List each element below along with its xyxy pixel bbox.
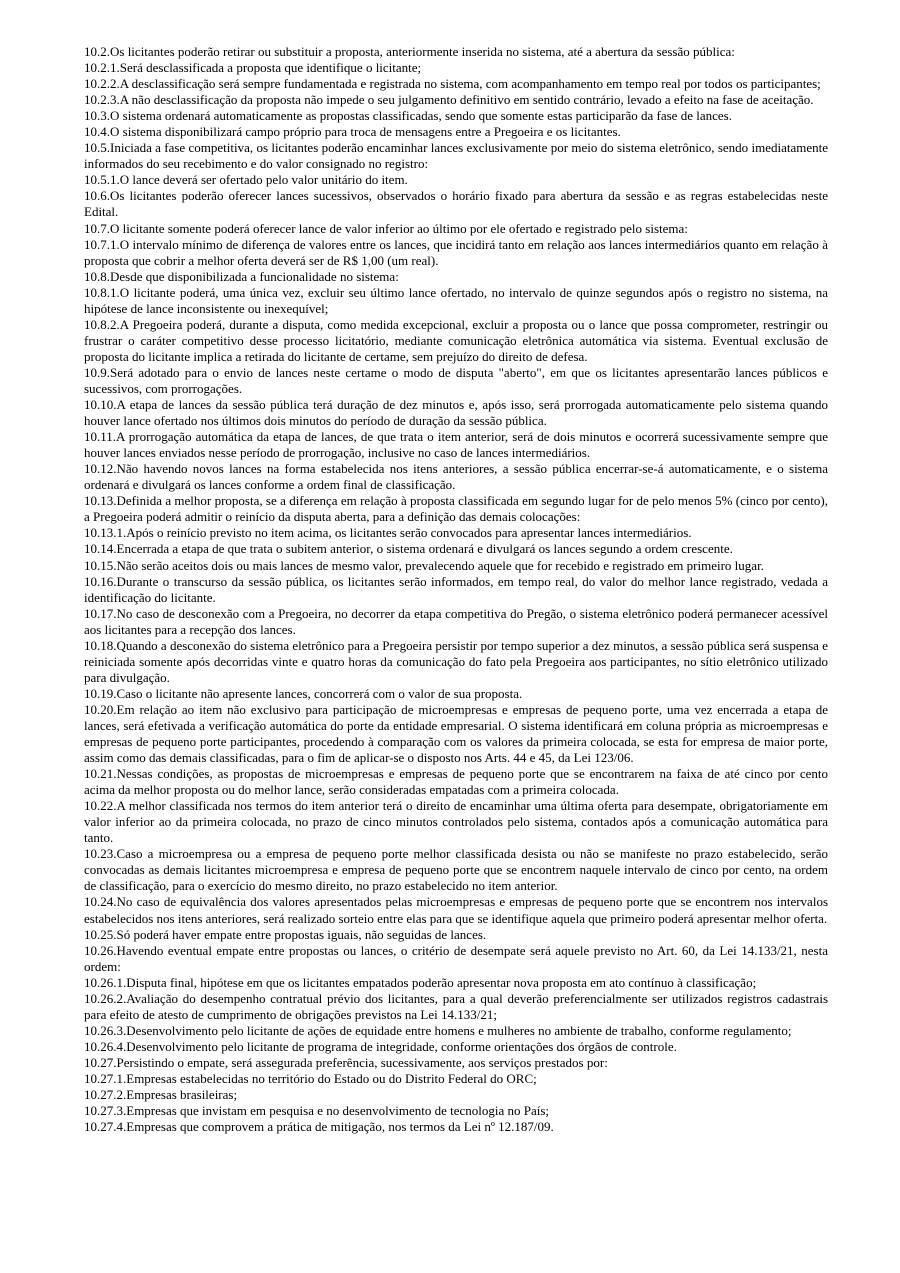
clause-paragraph: 10.26.2.Avaliação do desempenho contratual prévio dos licitantes, para a qual deverão preferencialmente ser utilizados registros cadastrais para efeito de atesto de cumprimento de obrigações previstos na Lei 14.133/21;: [84, 990, 828, 1022]
clause-paragraph: 10.27.3.Empresas que invistam em pesquisa e no desenvolvimento de tecnologia no País;: [84, 1103, 550, 1119]
clause-paragraph: 10.2.2.A desclassificação será sempre fundamentada e registrada no sistema, com acompanhamento em tempo real por todos os participantes;: [84, 76, 821, 92]
clause-paragraph: 10.9.Será adotado para o envio de lances neste certame o modo de disputa "aberto", em que os licitantes apresentarão lances públicos e sucessivos, com prorrogações.: [84, 364, 828, 396]
clause-paragraph: 10.24.No caso de equivalência dos valores apresentados pelas microempresas e empresas de pequeno porte que se encontrem nos intervalos estabelecidos nos itens anteriores, será realizado sorteio entre elas para que se identifique aquela que primeiro poderá apresentar melhor oferta.: [84, 894, 828, 926]
clause-paragraph: 10.5.1.O lance deverá ser ofertado pelo valor unitário do item.: [84, 172, 408, 188]
clause-paragraph: 10.10.A etapa de lances da sessão pública terá duração de dez minutos e, após isso, será prorrogada automaticamente pelo sistema quando houver lance ofertado nos últimos dois minutos do período de duração da sessão pública.: [84, 397, 828, 429]
clause-paragraph: 10.11.A prorrogação automática da etapa de lances, de que trata o item anterior, será de dois minutos e ocorrerá sucessivamente sempre que houver lances enviados nesse período de prorrogação, inclusive no caso de lances intermediários.: [84, 429, 828, 461]
clause-paragraph: 10.2.Os licitantes poderão retirar ou substituir a proposta, anteriormente inserida no sistema, até a abertura da sessão pública:: [84, 44, 735, 59]
clause-paragraph: 10.15.Não serão aceitos dois ou mais lances de mesmo valor, prevalecendo aquele que for recebido e registrado em primeiro lugar.: [84, 557, 764, 573]
clause-paragraph: 10.2.1.Será desclassificada a proposta que identifique o licitante;: [84, 60, 422, 76]
clause-paragraph: 10.4.O sistema disponibilizará campo próprio para troca de mensagens entre a Pregoeira e os licitantes.: [84, 124, 621, 140]
clause-paragraph: 10.26.4.Desenvolvimento pelo licitante de programa de integridade, conforme orientações dos órgãos de controle.: [84, 1038, 677, 1054]
clause-paragraph: 10.27.4.Empresas que comprovem a prática de mitigação, nos termos da Lei nº 12.187/09.: [84, 1119, 554, 1135]
clause-paragraph: 10.13.Definida a melhor proposta, se a diferença em relação à proposta classificada em segundo lugar for de pelo menos 5% (cinco por cento), a Pregoeira poderá admitir o reinício da disputa aberta, para a definição das demais colocações:: [84, 493, 828, 525]
clause-paragraph: 10.8.2.A Pregoeira poderá, durante a disputa, como medida excepcional, excluir a proposta ou o lance que possa comprometer, restringir ou frustrar o caráter competitivo desse processo licitatório, mediante comunicação eletrônica automática via sistema. Eventual exclusão de proposta do licitante implica a retirada do licitante de certame, sem prejuízo do direito de defesa.: [84, 316, 828, 364]
clause-paragraph: 10.13.1.Após o reinício previsto no item acima, os licitantes serão convocados para apresentar lances intermediários.: [84, 525, 692, 541]
clause-paragraph: 10.17.No caso de desconexão com a Pregoeira, no decorrer da etapa competitiva do Pregão, o sistema eletrônico poderá permanecer acessível aos licitantes para a recepção dos lances.: [84, 605, 828, 637]
clause-paragraph: 10.26.1.Disputa final, hipótese em que os licitantes empatados poderão apresentar nova proposta em ato contínuo à classificação;: [84, 974, 757, 990]
clause-paragraph: 10.22.A melhor classificada nos termos do item anterior terá o direito de encaminhar uma última oferta para desempate, obrigatoriamente em valor inferior ao da primeira colocada, no prazo de cinco minutos controlados pelo sistema, contados após a comunicação automática para tanto.: [84, 798, 828, 846]
clause-paragraph: 10.7.1.O intervalo mínimo de diferença de valores entre os lances, que incidirá tanto em relação aos lances intermediários quanto em relação à proposta que cobrir a melhor oferta deverá ser de R$ 1,00 (um real).: [84, 236, 828, 268]
clause-paragraph: 10.8.1.O licitante poderá, uma única vez, excluir seu último lance ofertado, no intervalo de quinze segundos após o registro no sistema, na hipótese de lance inconsistente ou inexequível;: [84, 284, 828, 316]
document-body: [84, 44, 828, 1135]
clause-paragraph: 10.19.Caso o licitante não apresente lances, concorrerá com o valor de sua proposta.: [84, 685, 523, 701]
clause-paragraph: 10.7.O licitante somente poderá oferecer lance de valor inferior ao último por ele ofertado e registrado pelo sistema:: [84, 220, 688, 236]
clause-paragraph: 10.27.1.Empresas estabelecidas no território do Estado ou do Distrito Federal do ORC;: [84, 1071, 537, 1086]
clause-paragraph: 10.26.3.Desenvolvimento pelo licitante de ações de equidade entre homens e mulheres no ambiente de trabalho, conforme regulamento;: [84, 1022, 792, 1038]
clause-paragraph: 10.12.Não havendo novos lances na forma estabelecida nos itens anteriores, a sessão pública encerrar-se-á automaticamente, e o sistema ordenará e divulgará os lances conforme a ordem final de classificação.: [84, 461, 828, 493]
clause-paragraph: 10.25.Só poderá haver empate entre propostas iguais, não seguidas de lances.: [84, 926, 487, 942]
clause-paragraph: 10.26.Havendo eventual empate entre propostas ou lances, o critério de desempate será aquele previsto no Art. 60, da Lei 14.133/21, nesta ordem:: [84, 942, 828, 974]
clause-paragraph: 10.16.Durante o transcurso da sessão pública, os licitantes serão informados, em tempo real, do valor do melhor lance registrado, vedada a identificação do licitante.: [84, 573, 828, 605]
clause-paragraph: 10.27.2.Empresas brasileiras;: [84, 1087, 238, 1103]
clause-paragraph: 10.23.Caso a microempresa ou a empresa de pequeno porte melhor classificada desista ou não se manifeste no prazo estabelecido, serão convocadas as demais licitantes microempresa e empresa de pequeno porte que se encontrem naquele intervalo de cinco por cento, na ordem de classificação, para o exercício do mesmo direito, no prazo estabelecido no item anterior.: [84, 846, 828, 894]
clause-paragraph: 10.20.Em relação ao item não exclusivo para participação de microempresas e empresas de pequeno porte, uma vez encerrada a etapa de lances, será efetivada a verificação automática do porte da entidade empresarial. O sistema identificará em coluna própria as microempresas e empresas de pequeno porte participantes, procedendo à comparação com os valores da primeira colocada, se esta for empresa de maior porte, assim como das demais classificadas, para o fim de aplicar-se o disposto nos Arts. 44 e 45, da Lei 123/06.: [84, 701, 828, 766]
clause-paragraph: 10.18.Quando a desconexão do sistema eletrônico para a Pregoeira persistir por tempo superior a dez minutos, a sessão pública será suspensa e reiniciada somente após decorridas vinte e quatro horas da comunicação do fato pela Pregoeira aos participantes, no sítio eletrônico utilizado para divulgação.: [84, 637, 828, 685]
clause-paragraph: 10.5.Iniciada a fase competitiva, os licitantes poderão encaminhar lances exclusivamente por meio do sistema eletrônico, sendo imediatamente informados do seu recebimento e do valor consignado no registro:: [84, 140, 828, 172]
clause-paragraph: 10.6.Os licitantes poderão oferecer lances sucessivos, observados o horário fixado para abertura da sessão e as regras estabelecidas neste Edital.: [84, 188, 828, 220]
clause-paragraph: 10.27.Persistindo o empate, será assegurada preferência, sucessivamente, aos serviços prestados por:: [84, 1054, 608, 1070]
clause-paragraph: 10.8.Desde que disponibilizada a funcionalidade no sistema:: [84, 268, 399, 284]
clause-paragraph: 10.3.O sistema ordenará automaticamente as propostas classificadas, sendo que somente estas participarão da fase de lances.: [84, 108, 732, 124]
clause-paragraph: 10.2.3.A não desclassificação da proposta não impede o seu julgamento definitivo em sentido contrário, levado a efeito na fase de aceitação.: [84, 92, 814, 108]
clause-paragraph: 10.21.Nessas condições, as propostas de microempresas e empresas de pequeno porte que se encontrarem na faixa de até cinco por cento acima da melhor proposta ou do melhor lance, serão consideradas empatadas com a primeira colocada.: [84, 766, 828, 798]
clause-paragraph: 10.14.Encerrada a etapa de que trata o subitem anterior, o sistema ordenará e divulgará os lances segundo a ordem crescente.: [84, 541, 733, 557]
